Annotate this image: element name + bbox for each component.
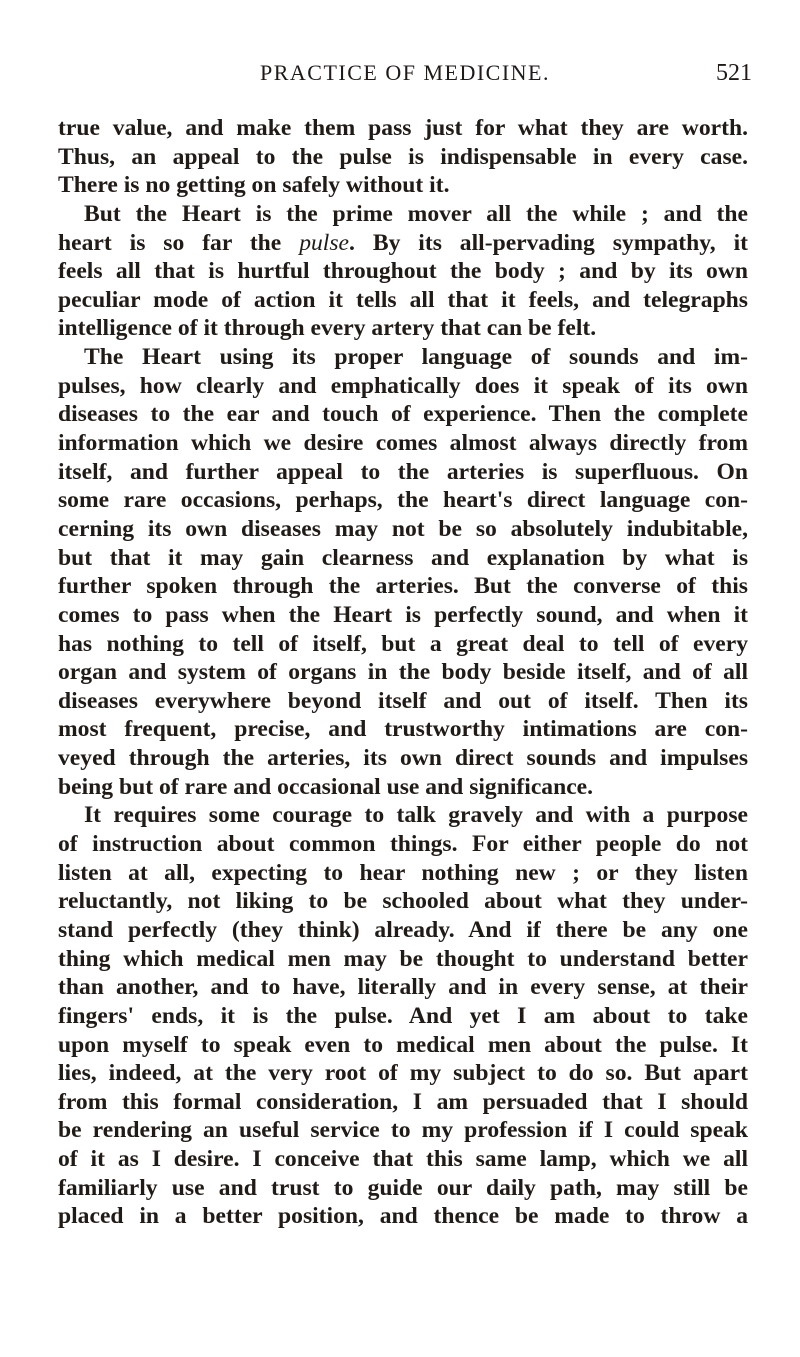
- text-line: pulses, how clearly and emphatically does it speak of its own: [58, 372, 748, 399]
- running-head: [70, 60, 752, 100]
- text-line: upon myself to speak even to medical men about the pulse. It: [58, 1031, 748, 1058]
- text-line: stand perfectly (they think) already. And if there be any one: [58, 916, 748, 943]
- text-line: organ and system of organs in the body beside itself, and of all: [58, 659, 748, 686]
- text-line: itself, and further appeal to the arteries is superfluous. On: [58, 458, 748, 485]
- page-number: 521: [716, 60, 752, 86]
- running-title: PRACTICE OF MEDICINE.: [259, 60, 550, 85]
- text-line: veyed through the arteries, its own direct sounds and impulses: [58, 745, 748, 772]
- text-line: listen at all, expecting to hear nothing new ; or they listen: [58, 859, 748, 886]
- body-text: [58, 114, 748, 1231]
- text-line: lies, indeed, at the very root of my subject to do so. But apart: [58, 1060, 748, 1087]
- text-line: some rare occasions, perhaps, the heart's direct language con-: [58, 487, 748, 514]
- text-line: placed in a better position, and thence be made to throw a: [58, 1203, 748, 1230]
- text-line: There is no getting on safely without it.: [58, 172, 450, 199]
- text-line: most frequent, precise, and trustworthy intimations are con-: [58, 716, 748, 743]
- text-line: peculiar mode of action it tells all that it feels, and telegraphs: [58, 286, 748, 313]
- text-line: than another, and to have, literally and in every sense, at their: [58, 974, 748, 1001]
- text-line: reluctantly, not liking to be schooled about what they under-: [58, 888, 748, 915]
- text-line: but that it may gain clearness and explanation by what is: [58, 544, 748, 571]
- text-line: It requires some courage to talk gravely and with a purpose: [84, 802, 748, 829]
- text-line: diseases everywhere beyond itself and out of itself. Then its: [58, 687, 748, 714]
- text-line: thing which medical men may be thought to understand better: [58, 945, 748, 972]
- text-line: But the Heart is the prime mover all the while ; and the: [84, 200, 748, 227]
- text-line: comes to pass when the Heart is perfectly sound, and when it: [58, 601, 748, 628]
- text-line: intelligence of it through every artery that can be felt.: [58, 315, 597, 342]
- text-line: diseases to the ear and touch of experience. Then the complete: [58, 401, 748, 428]
- text-line: familiarly use and trust to guide our daily path, may still be: [58, 1174, 748, 1201]
- text-line: feels all that is hurtful throughout the body ; and by its own: [58, 258, 748, 285]
- text-line: heart is so far the pulse. By its all-pervading sympathy, it: [58, 229, 749, 256]
- text-line: of it as I desire. I conceive that this same lamp, which we all: [58, 1146, 748, 1173]
- text-line: Thus, an appeal to the pulse is indispensable in every case.: [58, 143, 748, 170]
- text-line: from this formal consideration, I am persuaded that I should: [58, 1088, 748, 1115]
- text-line: being but of rare and occasional use and significance.: [58, 773, 594, 800]
- text-line: true value, and make them pass just for what they are worth.: [58, 115, 748, 141]
- text-line: The Heart using its proper language of sounds and im-: [84, 344, 748, 371]
- text-line: fingers' ends, it is the pulse. And yet I am about to take: [58, 1002, 748, 1029]
- text-line: be rendering an useful service to my profession if I could speak: [58, 1117, 748, 1144]
- text-line: has nothing to tell of itself, but a great deal to tell of every: [58, 630, 748, 657]
- text-line: further spoken through the arteries. But the converse of this: [58, 573, 748, 600]
- text-line: cerning its own diseases may not be so absolutely indubitable,: [58, 515, 748, 542]
- text-line: of instruction about common things. For either people do not: [58, 831, 748, 858]
- text-line: information which we desire comes almost always directly from: [58, 430, 748, 457]
